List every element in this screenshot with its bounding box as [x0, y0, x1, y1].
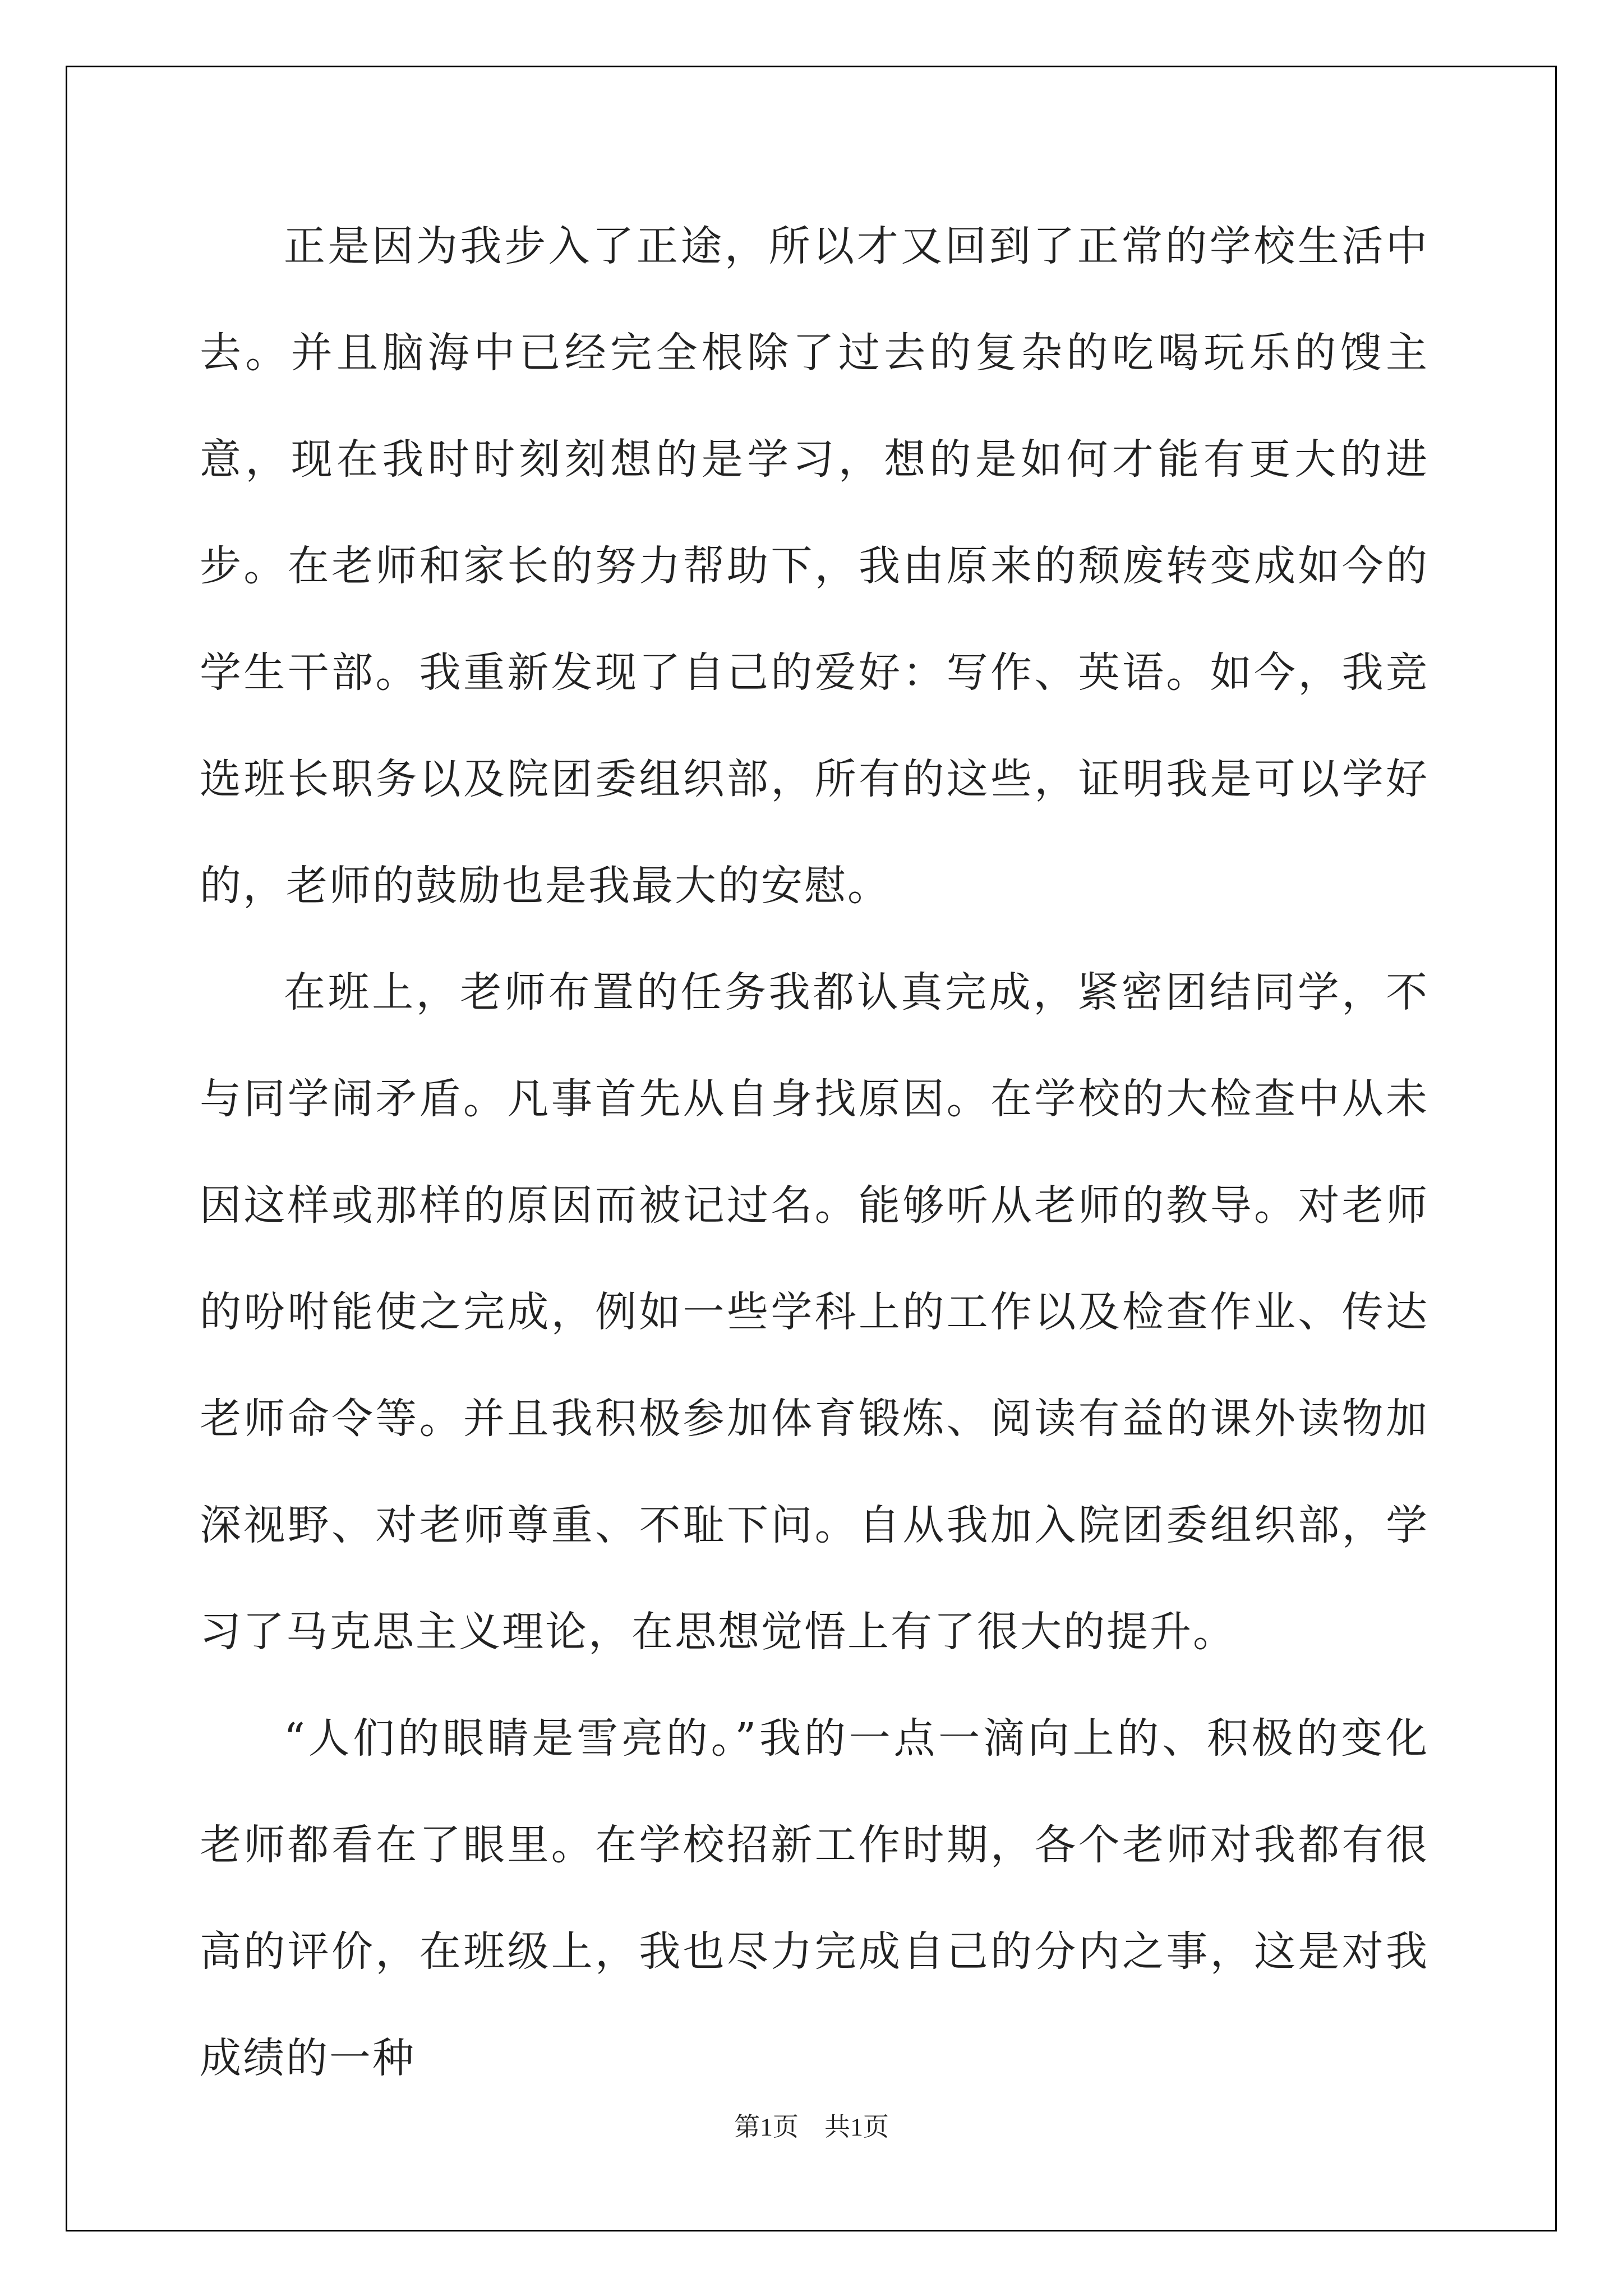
page-number-footer: 第1页 共1页 [734, 2113, 889, 2141]
paragraph-2: 在班上，老师布置的任务我都认真完成，紧密团结同学，不与同学闹矛盾。凡事首先从自身找原因。在学校的大检查中从未因这样或那样的原因而被记过名。能够听从老师的教导。对老师的吩咐能使之完成，例如一些学科上的工作以及检查作业、传达老师命令等。并且我积极参加体育锻炼、阅读有益的课外读物加深视野、对老师尊重、不耻下问。自从我加入院团委组织部，学习了马克思主义理论，在思想觉悟上有了很大的提升。 [200, 968, 1429, 1656]
document-body [200, 193, 1429, 2111]
paragraph-3: “人们的眼睛是雪亮的。”我的一点一滴向上的、积极的变化老师都看在了眼里。在学校招新工作时期，各个老师对我都有很高的评价，在班级上，我也尽力完成自己的分内之事，这是对我成绩的一种 [200, 1714, 1429, 2082]
paragraph-1: 正是因为我步入了正途，所以才又回到了正常的学校生活中去。并且脑海中已经完全根除了过去的复杂的吃喝玩乐的馊主意，现在我时时刻刻想的是学习，想的是如何才能有更大的进步。在老师和家长的努力帮助下，我由原来的颓废转变成如今的学生干部。我重新发现了自己的爱好：写作、英语。如今，我竞选班长职务以及院团委组织部，所有的这些，证明我是可以学好的，老师的鼓励也是我最大的安慰。 [200, 222, 1429, 910]
